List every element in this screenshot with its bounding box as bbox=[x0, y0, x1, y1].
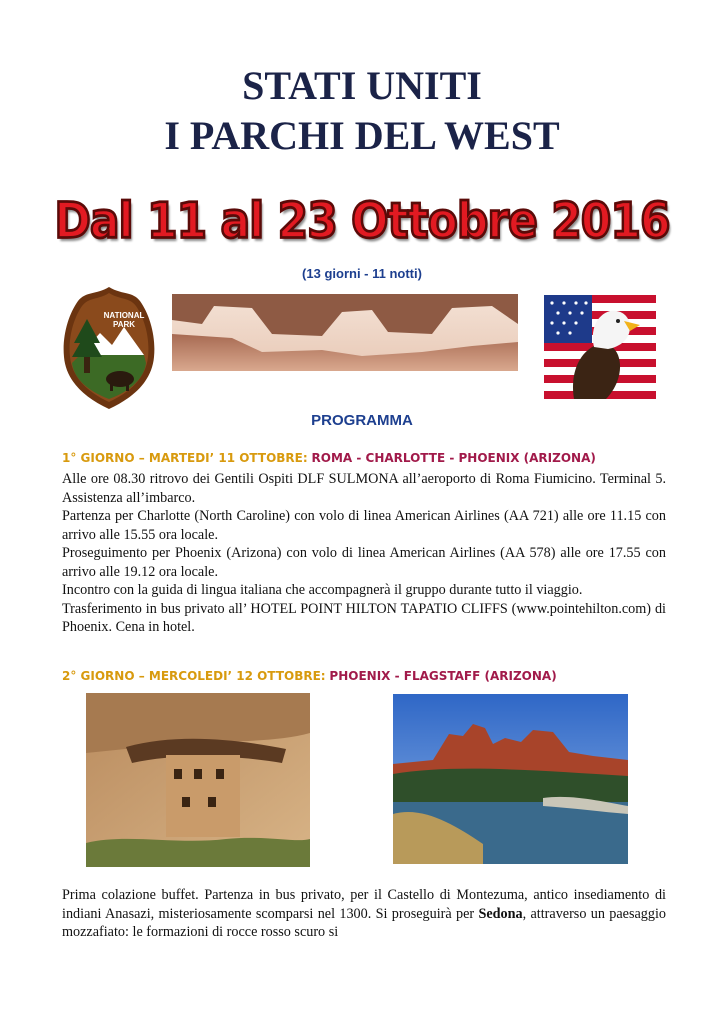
day2-route: PHOENIX - FLAGSTAFF (ARIZONA) bbox=[329, 669, 557, 683]
day2-heading bbox=[62, 669, 557, 683]
badge-text-park: PARK bbox=[112, 320, 136, 329]
day2-paragraph-1 bbox=[62, 886, 666, 942]
section-title-programma: PROGRAMMA bbox=[311, 412, 413, 429]
day1-paragraph-1: Alle ore 08.30 ritrovo dei Gentili Ospiti DLF SULMONA all’aeroporto di Roma Fiumicino. Terminal 5. Assistenza all’imbarco. bbox=[62, 471, 666, 506]
eagle-flag-image bbox=[544, 295, 656, 399]
day1-label: 1° GIORNO – MARTEDI’ 11 OTTOBRE: bbox=[62, 451, 308, 465]
day2-bold-sedona: Sedona bbox=[478, 905, 523, 922]
day1-route: ROMA - CHARLOTTE - PHOENIX (ARIZONA) bbox=[311, 451, 596, 465]
trip-duration: (13 giorni - 11 notti) bbox=[302, 266, 422, 281]
national-park-badge-icon bbox=[60, 285, 158, 411]
day1-description bbox=[62, 470, 666, 637]
day1-heading bbox=[62, 451, 596, 465]
sedona-landscape-photo bbox=[393, 694, 628, 864]
day2-label: 2° GIORNO – MERCOLEDI’ 12 OTTOBRE: bbox=[62, 669, 326, 683]
montezuma-castle-photo bbox=[86, 693, 310, 867]
day1-paragraph-3: Proseguimento per Phoenix (Arizona) con volo di linea American Airlines (AA 578) alle ore 17.55 con arrivo alle 19.12 ora locale. bbox=[62, 545, 666, 580]
day1-paragraph-2: Partenza per Charlotte (North Caroline) con volo di linea American Airlines (AA 721) alle ore 11.15 con arrivo alle 15.55 ora locale. bbox=[62, 508, 666, 543]
day2-intro: Prima colazione buffet. Partenza in bus privato, per il Castello di Montezuma, antico insediamento di indiani Anasazi, misteriosamente scomparsi nel 1300. Si proseguirà per bbox=[62, 887, 666, 922]
travel-dates: Dal 11 al 23 Ottobre 2016 bbox=[54, 192, 670, 251]
badge-text-national: NATIONAL bbox=[103, 311, 145, 320]
day2-description bbox=[62, 886, 666, 942]
title-line-1: STATI UNITI bbox=[242, 63, 482, 108]
title-line-2: I PARCHI DEL WEST bbox=[164, 113, 560, 158]
canyon-banner-image bbox=[172, 294, 518, 371]
day1-paragraph-4: Incontro con la guida di lingua italiana che accompagnerà il gruppo durante tutto il viaggio. bbox=[62, 582, 583, 598]
day1-paragraph-5: Trasferimento in bus privato all’ HOTEL POINT HILTON TAPATIO CLIFFS (www.pointehilton.com) di Phoenix. Cena in hotel. bbox=[62, 600, 666, 635]
day2-rest: , attraverso un paesaggio mozzafiato: le formazioni di rocce rosso scuro si bbox=[62, 905, 667, 940]
